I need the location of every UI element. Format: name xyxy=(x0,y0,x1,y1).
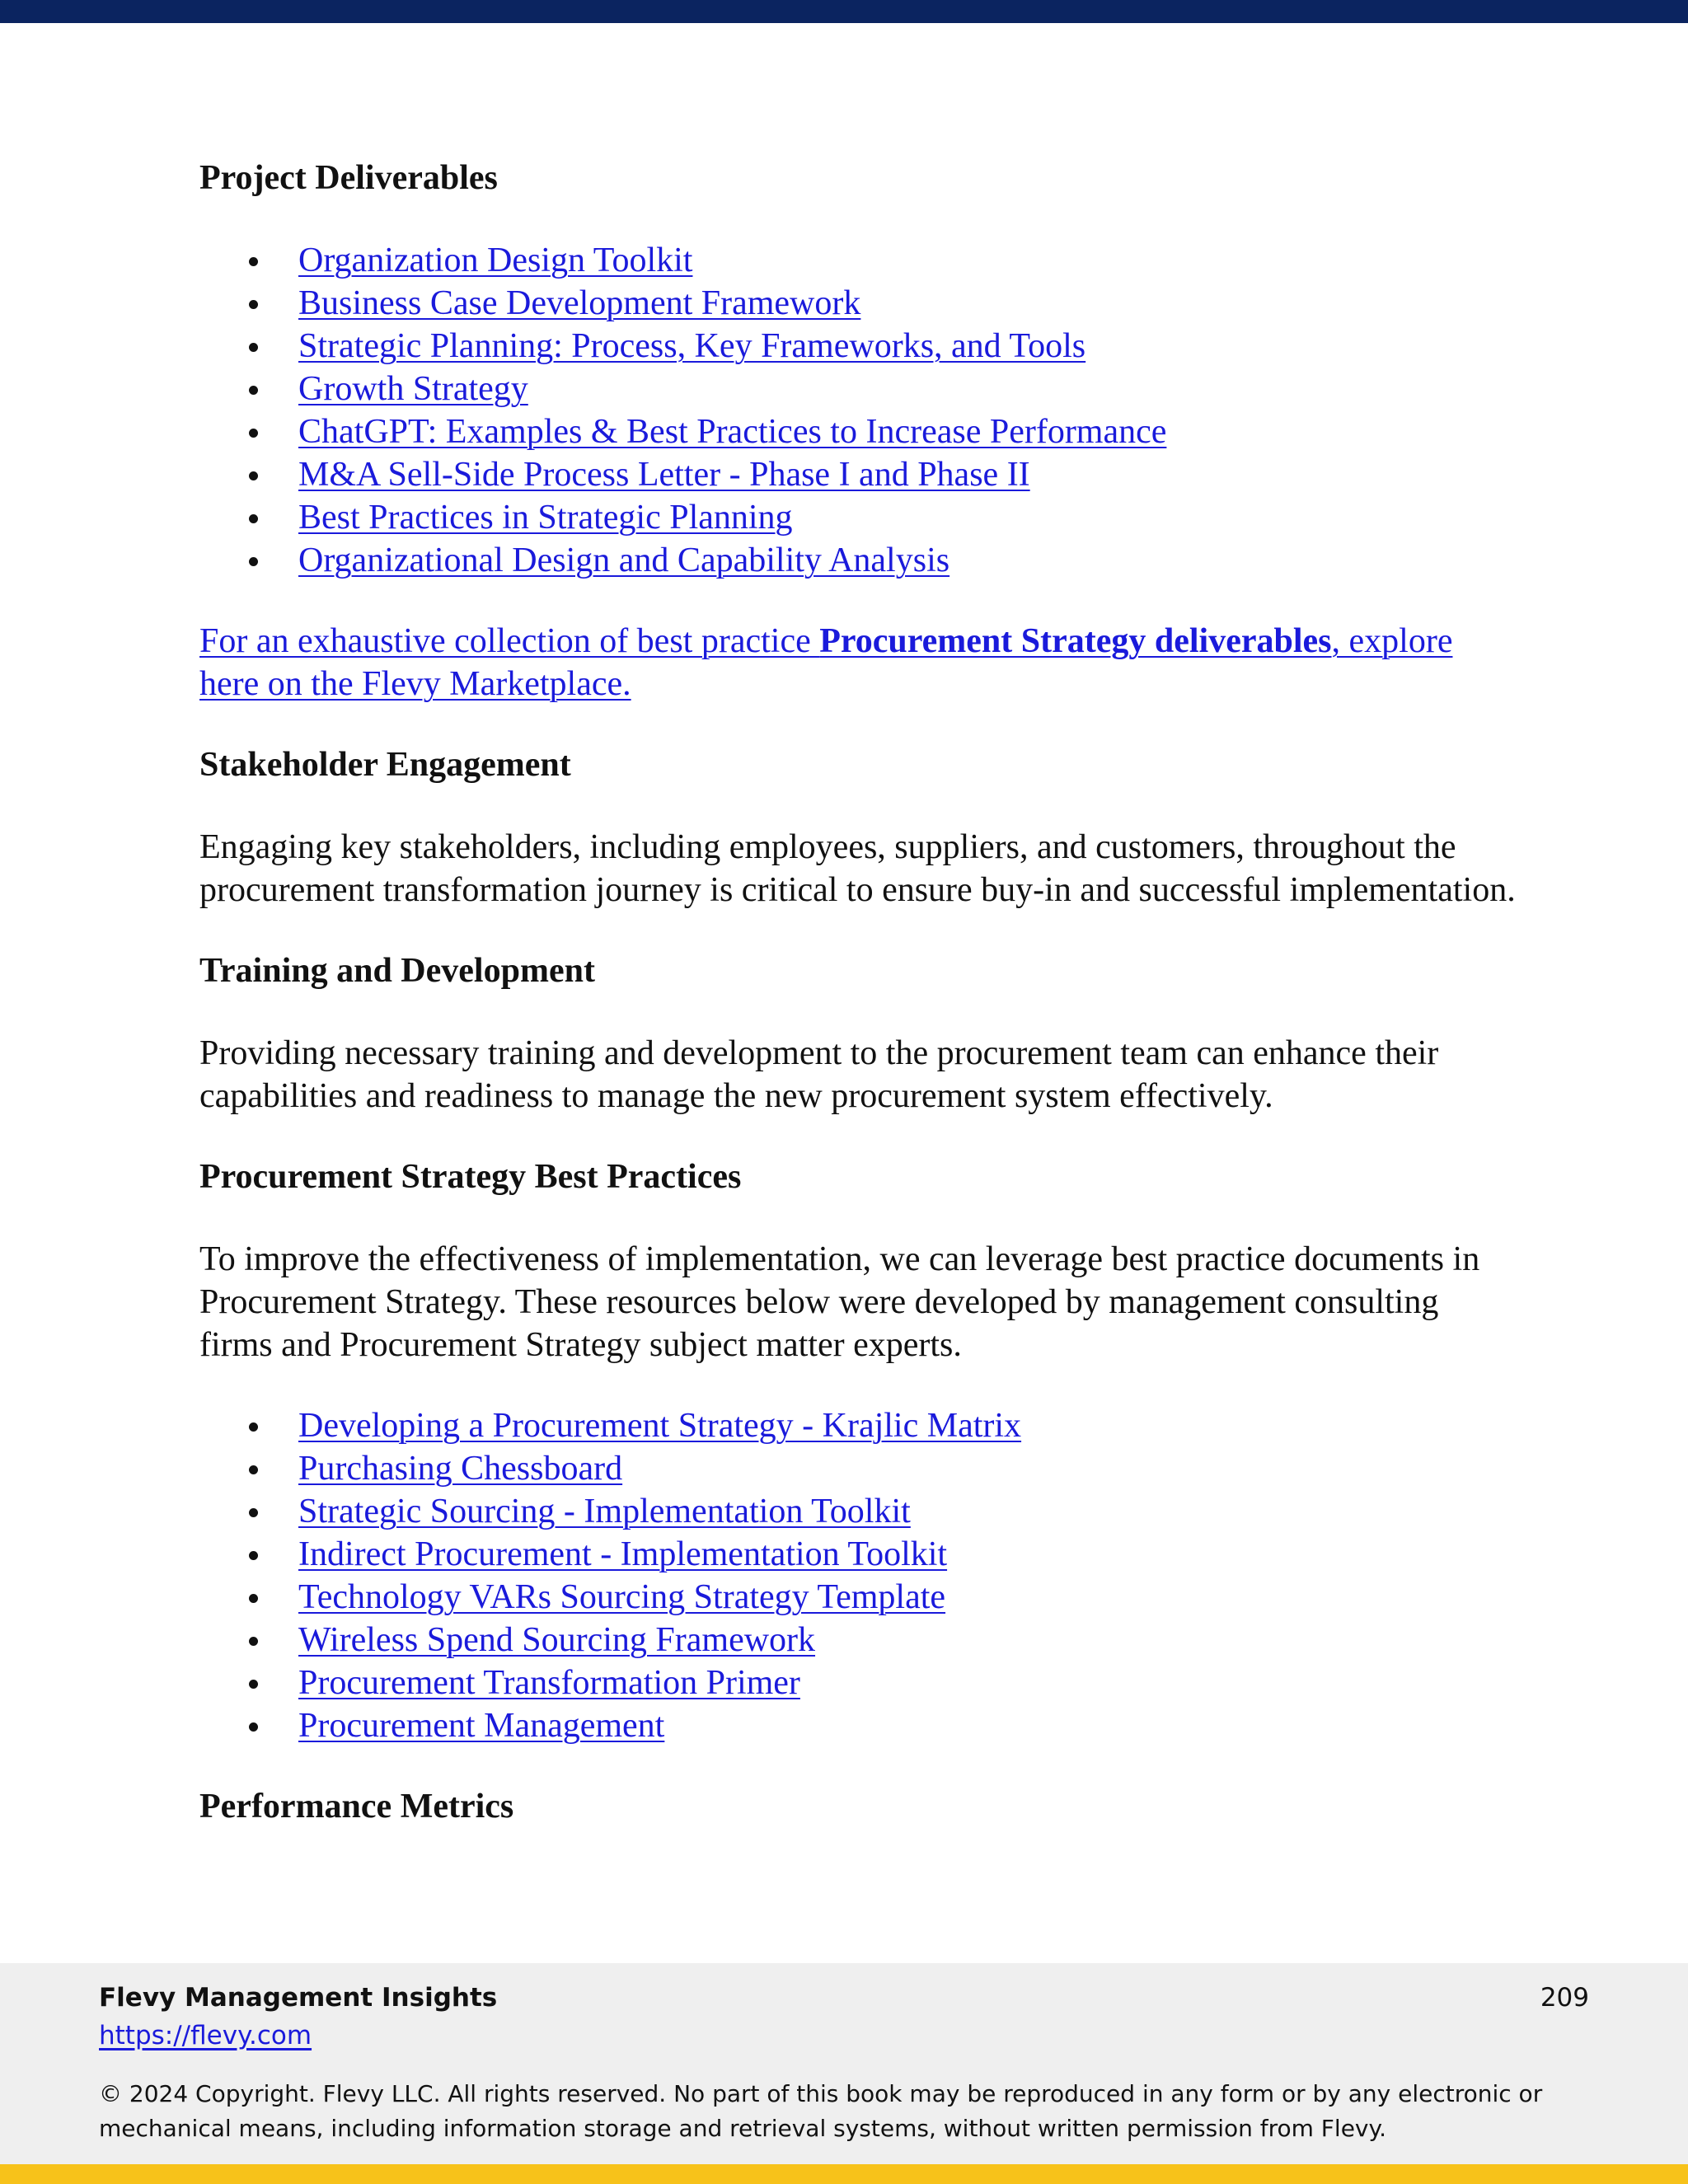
bullet-icon xyxy=(249,1594,258,1603)
bullet-icon xyxy=(249,343,258,352)
bullet-icon xyxy=(249,1465,258,1474)
deliverable-link[interactable]: Strategic Planning: Process, Key Frameworks, and Tools xyxy=(298,327,1086,365)
footer-brand: Flevy Management Insights xyxy=(99,1983,498,2013)
cta-bold: Procurement Strategy deliverables xyxy=(819,622,1332,660)
training-text: Providing necessary training and development to the procurement team can enhance their capabilities and readiness to manage the new procurement system effectively. xyxy=(199,1034,1439,1115)
deliverable-link[interactable]: Growth Strategy xyxy=(298,370,528,408)
list-item xyxy=(199,1661,1518,1704)
page-content xyxy=(199,157,1518,1868)
list-item xyxy=(199,368,1518,410)
best-practice-link[interactable]: Purchasing Chessboard xyxy=(298,1450,623,1488)
bullet-icon xyxy=(249,1680,258,1689)
bullet-icon xyxy=(249,1722,258,1732)
bullet-icon xyxy=(249,257,258,266)
best-practices-text: To improve the effectiveness of implementation, we can leverage best practice documents in Procurement Strategy. These resources below were developed by management consulting firms and Procurement Strategy subject matter experts. xyxy=(199,1240,1480,1364)
list-item xyxy=(199,539,1518,582)
deliverable-link[interactable]: Best Practices in Strategic Planning xyxy=(298,499,793,537)
list-item xyxy=(199,1619,1518,1661)
bullet-icon xyxy=(249,471,258,480)
bullet-icon xyxy=(249,1422,258,1432)
page-footer xyxy=(0,1963,1688,2164)
bullet-icon xyxy=(249,1508,258,1517)
list-item xyxy=(199,1490,1518,1533)
bullet-icon xyxy=(249,386,258,395)
deliverables-heading: Project Deliverables xyxy=(199,159,498,197)
best-practice-link[interactable]: Technology VARs Sourcing Strategy Template xyxy=(298,1578,946,1616)
stakeholder-text: Engaging key stakeholders, including employees, suppliers, and customers, throughout the procurement transformation journey is critical to ensure buy-in and successful implementation. xyxy=(199,828,1516,909)
list-item xyxy=(199,1576,1518,1619)
deliverable-link[interactable]: M&A Sell-Side Process Letter - Phase I and Phase II xyxy=(298,456,1030,494)
marketplace-link[interactable] xyxy=(199,622,1452,703)
marketplace-cta xyxy=(199,620,1518,705)
deliverable-link[interactable]: ChatGPT: Examples & Best Practices to Increase Performance xyxy=(298,413,1167,451)
copyright-notice: © 2024 Copyright. Flevy LLC. All rights reserved. No part of this book may be reproduced in any form or by any electronic or mechanical means, including information storage and retrieval systems, without written permission from Flevy. xyxy=(99,2080,1543,2142)
best-practice-link[interactable]: Procurement Management xyxy=(298,1707,665,1745)
metrics-heading: Performance Metrics xyxy=(199,1788,514,1825)
list-item xyxy=(199,1404,1518,1447)
list-item xyxy=(199,1447,1518,1490)
bullet-icon xyxy=(249,429,258,438)
best-practice-link[interactable]: Indirect Procurement - Implementation Toolkit xyxy=(298,1535,948,1573)
list-item xyxy=(199,1533,1518,1576)
list-item xyxy=(199,496,1518,539)
list-item xyxy=(199,453,1518,496)
list-item xyxy=(199,325,1518,368)
bullet-icon xyxy=(249,1637,258,1646)
cta-suffix: , explore here on the Flevy Marketplace. xyxy=(199,622,1453,703)
bullet-icon xyxy=(249,1551,258,1560)
deliverable-link[interactable]: Business Case Development Framework xyxy=(298,284,861,322)
best-practice-link[interactable]: Developing a Procurement Strategy - Krajlic Matrix xyxy=(298,1407,1022,1445)
best-practices-list xyxy=(199,1404,1518,1747)
list-item xyxy=(199,410,1518,453)
deliverable-link[interactable]: Organization Design Toolkit xyxy=(298,241,693,279)
training-heading: Training and Development xyxy=(199,952,595,990)
best-practices-heading: Procurement Strategy Best Practices xyxy=(199,1158,742,1196)
list-item xyxy=(199,239,1518,282)
bullet-icon xyxy=(249,557,258,566)
best-practice-link[interactable]: Wireless Spend Sourcing Framework xyxy=(298,1621,816,1659)
list-item xyxy=(199,282,1518,325)
bullet-icon xyxy=(249,300,258,309)
deliverable-link[interactable]: Organizational Design and Capability Analysis xyxy=(298,541,950,579)
stakeholder-heading: Stakeholder Engagement xyxy=(199,746,571,784)
best-practice-link[interactable]: Procurement Transformation Primer xyxy=(298,1664,800,1702)
deliverables-list xyxy=(199,239,1518,582)
list-item xyxy=(199,1704,1518,1747)
top-accent-bar xyxy=(0,0,1688,23)
bullet-icon xyxy=(249,514,258,523)
cta-prefix: For an exhaustive collection of best practice xyxy=(199,622,820,660)
footer-url-link[interactable]: https://flevy.com xyxy=(99,2021,312,2050)
best-practice-link[interactable]: Strategic Sourcing - Implementation Toolkit xyxy=(298,1493,911,1530)
bottom-accent-bar xyxy=(0,2164,1688,2184)
page-number: 209 xyxy=(1540,1983,1589,2013)
